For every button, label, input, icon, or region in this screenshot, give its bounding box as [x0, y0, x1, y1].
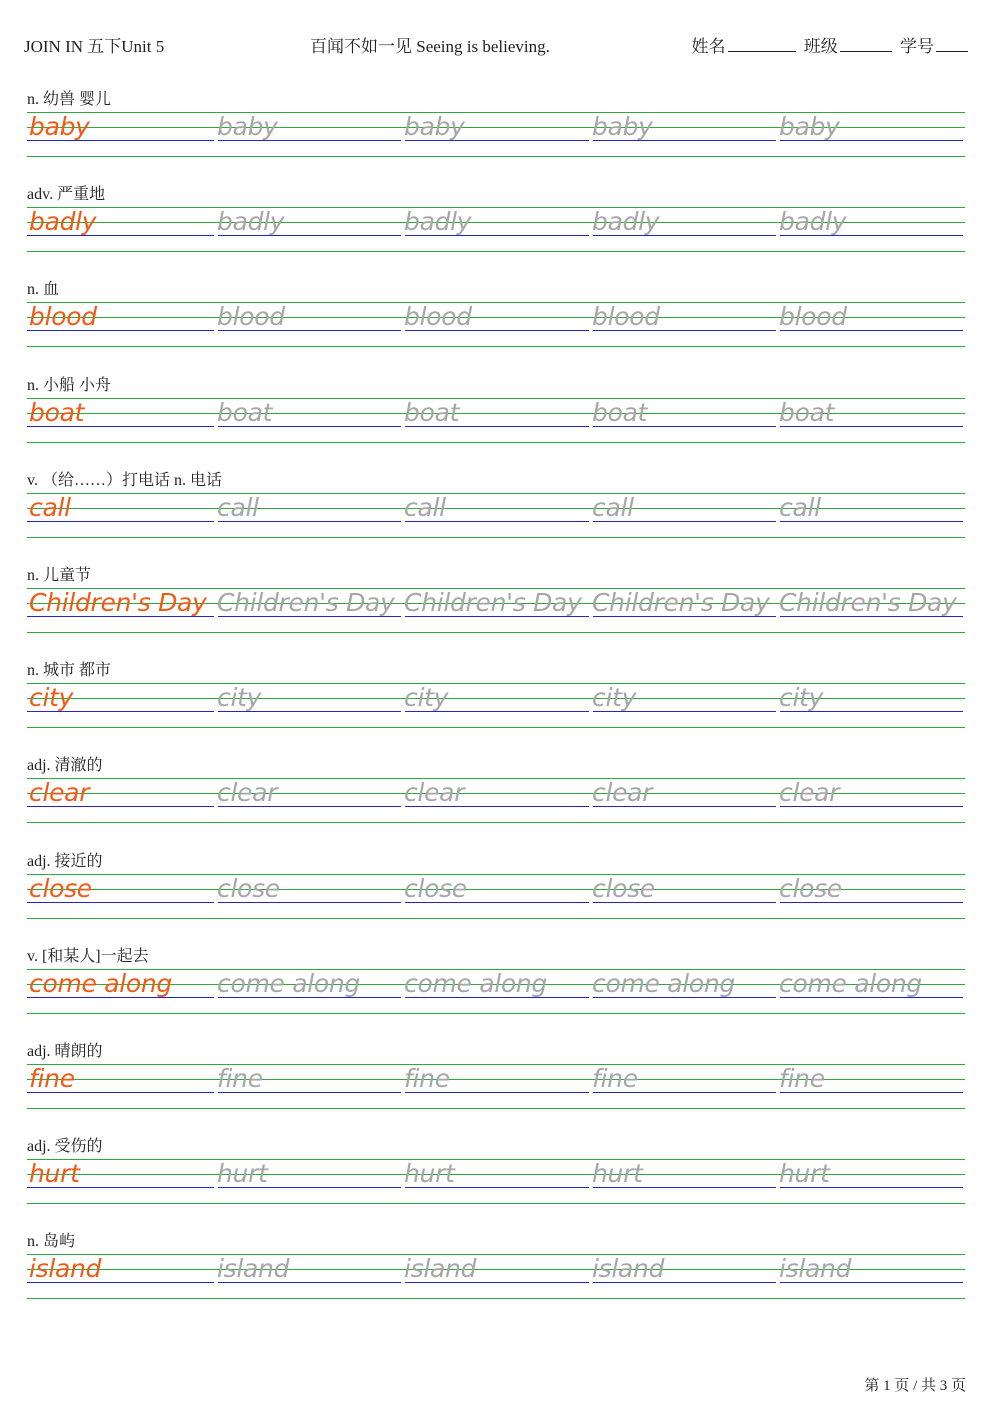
- base-line: [27, 521, 963, 522]
- trace-word[interactable]: call: [592, 492, 634, 522]
- trace-word[interactable]: blood: [779, 302, 847, 332]
- trace-word[interactable]: close: [592, 873, 655, 903]
- trace-word[interactable]: badly: [592, 207, 660, 237]
- trace-word[interactable]: blood: [592, 302, 660, 332]
- model-word: fine: [29, 1064, 75, 1093]
- vocab-entry: [0, 1133, 992, 1228]
- name-blank[interactable]: [728, 37, 796, 52]
- class-blank[interactable]: [840, 37, 892, 52]
- class-label: 班级: [803, 37, 838, 56]
- trace-word[interactable]: city: [779, 683, 824, 713]
- vocab-entry: [0, 562, 992, 657]
- worksheet-title: JOIN IN 五下Unit 5: [24, 37, 165, 56]
- name-label: 姓名: [691, 37, 726, 56]
- trace-word[interactable]: hurt: [404, 1159, 455, 1189]
- bottom-guide-line: [27, 156, 965, 157]
- top-guide-line: [27, 683, 965, 684]
- trace-word[interactable]: boat: [592, 397, 648, 427]
- model-word: city: [29, 683, 74, 713]
- word-definition: adj. 受伤的: [27, 1138, 103, 1156]
- trace-word[interactable]: call: [217, 492, 259, 522]
- trace-word[interactable]: blood: [217, 302, 285, 332]
- word-definition: v. [和某人]一起去: [27, 947, 149, 965]
- word-definition: adv. 严重地: [27, 186, 106, 204]
- trace-word[interactable]: come along: [779, 968, 922, 998]
- trace-word[interactable]: Children's Day: [404, 588, 582, 617]
- trace-word[interactable]: city: [404, 683, 449, 713]
- bottom-guide-line: [27, 632, 965, 633]
- bottom-guide-line: [27, 918, 965, 919]
- trace-word[interactable]: Children's Day: [217, 588, 395, 617]
- trace-word[interactable]: baby: [592, 112, 653, 141]
- model-word: call: [29, 492, 71, 522]
- trace-word[interactable]: city: [217, 683, 262, 713]
- vocab-entry: [0, 467, 992, 562]
- model-word: baby: [29, 112, 90, 141]
- trace-word[interactable]: clear: [404, 778, 465, 808]
- bottom-guide-line: [27, 537, 965, 538]
- trace-word[interactable]: badly: [217, 207, 285, 237]
- trace-word[interactable]: badly: [779, 207, 847, 237]
- word-definition: adj. 接近的: [27, 852, 103, 870]
- vocab-entry: [0, 752, 992, 847]
- trace-word[interactable]: call: [404, 492, 446, 522]
- worksheet-motto: 百闻不如一见 Seeing is believing.: [310, 37, 550, 56]
- trace-word[interactable]: come along: [217, 968, 360, 998]
- vocab-entry: [0, 1228, 992, 1323]
- trace-word[interactable]: close: [779, 873, 842, 903]
- bottom-guide-line: [27, 1298, 965, 1299]
- trace-word[interactable]: badly: [404, 207, 472, 237]
- trace-word[interactable]: come along: [404, 968, 547, 998]
- trace-word[interactable]: fine: [217, 1064, 263, 1093]
- bottom-guide-line: [27, 1013, 965, 1014]
- model-word: clear: [29, 778, 90, 808]
- trace-word[interactable]: fine: [779, 1064, 825, 1093]
- trace-word[interactable]: Children's Day: [779, 588, 957, 617]
- trace-word[interactable]: city: [592, 683, 637, 713]
- vocab-entry: [0, 86, 992, 181]
- vocab-entry: [0, 372, 992, 467]
- trace-word[interactable]: fine: [592, 1064, 638, 1093]
- trace-word[interactable]: call: [779, 492, 821, 522]
- trace-word[interactable]: close: [404, 873, 467, 903]
- model-word: hurt: [29, 1159, 80, 1189]
- word-definition: n. 小船 小舟: [27, 376, 112, 394]
- word-definition: v. （给……）打电话 n. 电话: [27, 471, 222, 489]
- trace-word[interactable]: fine: [404, 1064, 450, 1093]
- bottom-guide-line: [27, 1108, 965, 1109]
- page-number: 第 1 页 / 共 3 页: [864, 1378, 966, 1394]
- word-definition: n. 儿童节: [27, 567, 92, 584]
- word-definition: adj. 清澈的: [27, 757, 103, 775]
- trace-word[interactable]: hurt: [779, 1159, 830, 1189]
- word-definition: n. 幼兽 婴儿: [27, 91, 112, 108]
- model-word: badly: [29, 207, 97, 237]
- number-label: 学号: [900, 37, 934, 56]
- vocab-entry: [0, 848, 992, 943]
- trace-word[interactable]: boat: [404, 397, 460, 427]
- word-definition: adj. 晴朗的: [27, 1043, 103, 1060]
- trace-word[interactable]: island: [779, 1254, 852, 1284]
- mid-guide-line: [27, 508, 965, 509]
- student-info: [692, 32, 969, 57]
- top-guide-line: [27, 493, 965, 494]
- trace-word[interactable]: clear: [592, 778, 653, 808]
- trace-word[interactable]: boat: [779, 397, 835, 427]
- trace-word[interactable]: hurt: [592, 1159, 643, 1189]
- vocab-entry: [0, 657, 992, 752]
- trace-word[interactable]: boat: [217, 397, 273, 427]
- trace-word[interactable]: baby: [779, 112, 840, 141]
- trace-word[interactable]: island: [217, 1254, 290, 1284]
- model-word: boat: [29, 397, 85, 427]
- trace-word[interactable]: hurt: [217, 1159, 268, 1189]
- trace-word[interactable]: baby: [217, 112, 278, 141]
- trace-word[interactable]: blood: [404, 302, 472, 332]
- model-word: close: [29, 873, 92, 903]
- model-word: island: [29, 1254, 102, 1284]
- model-word: come along: [29, 968, 172, 998]
- trace-word[interactable]: baby: [404, 112, 465, 141]
- trace-word[interactable]: clear: [779, 778, 840, 808]
- model-word: blood: [29, 302, 97, 332]
- vocab-entry: [0, 1038, 992, 1133]
- number-blank[interactable]: [936, 37, 968, 52]
- word-definition: n. 岛屿: [27, 1233, 76, 1251]
- word-definition: n. 血: [27, 281, 60, 299]
- trace-word[interactable]: island: [404, 1254, 477, 1284]
- vocab-entry: [0, 181, 992, 276]
- vocab-entry: [0, 276, 992, 371]
- bottom-guide-line: [27, 727, 965, 728]
- trace-word[interactable]: come along: [592, 968, 735, 998]
- trace-word[interactable]: Children's Day: [592, 588, 770, 617]
- word-definition: n. 城市 都市: [27, 662, 112, 680]
- vocab-entry: [0, 943, 992, 1038]
- bottom-guide-line: [27, 346, 965, 347]
- bottom-guide-line: [27, 822, 965, 823]
- bottom-guide-line: [27, 1203, 965, 1204]
- mid-guide-line: [27, 698, 965, 699]
- model-word: Children's Day: [29, 588, 207, 617]
- bottom-guide-line: [27, 442, 965, 443]
- trace-word[interactable]: clear: [217, 778, 278, 808]
- trace-word[interactable]: close: [217, 873, 280, 903]
- trace-word[interactable]: island: [592, 1254, 665, 1284]
- bottom-guide-line: [27, 251, 965, 252]
